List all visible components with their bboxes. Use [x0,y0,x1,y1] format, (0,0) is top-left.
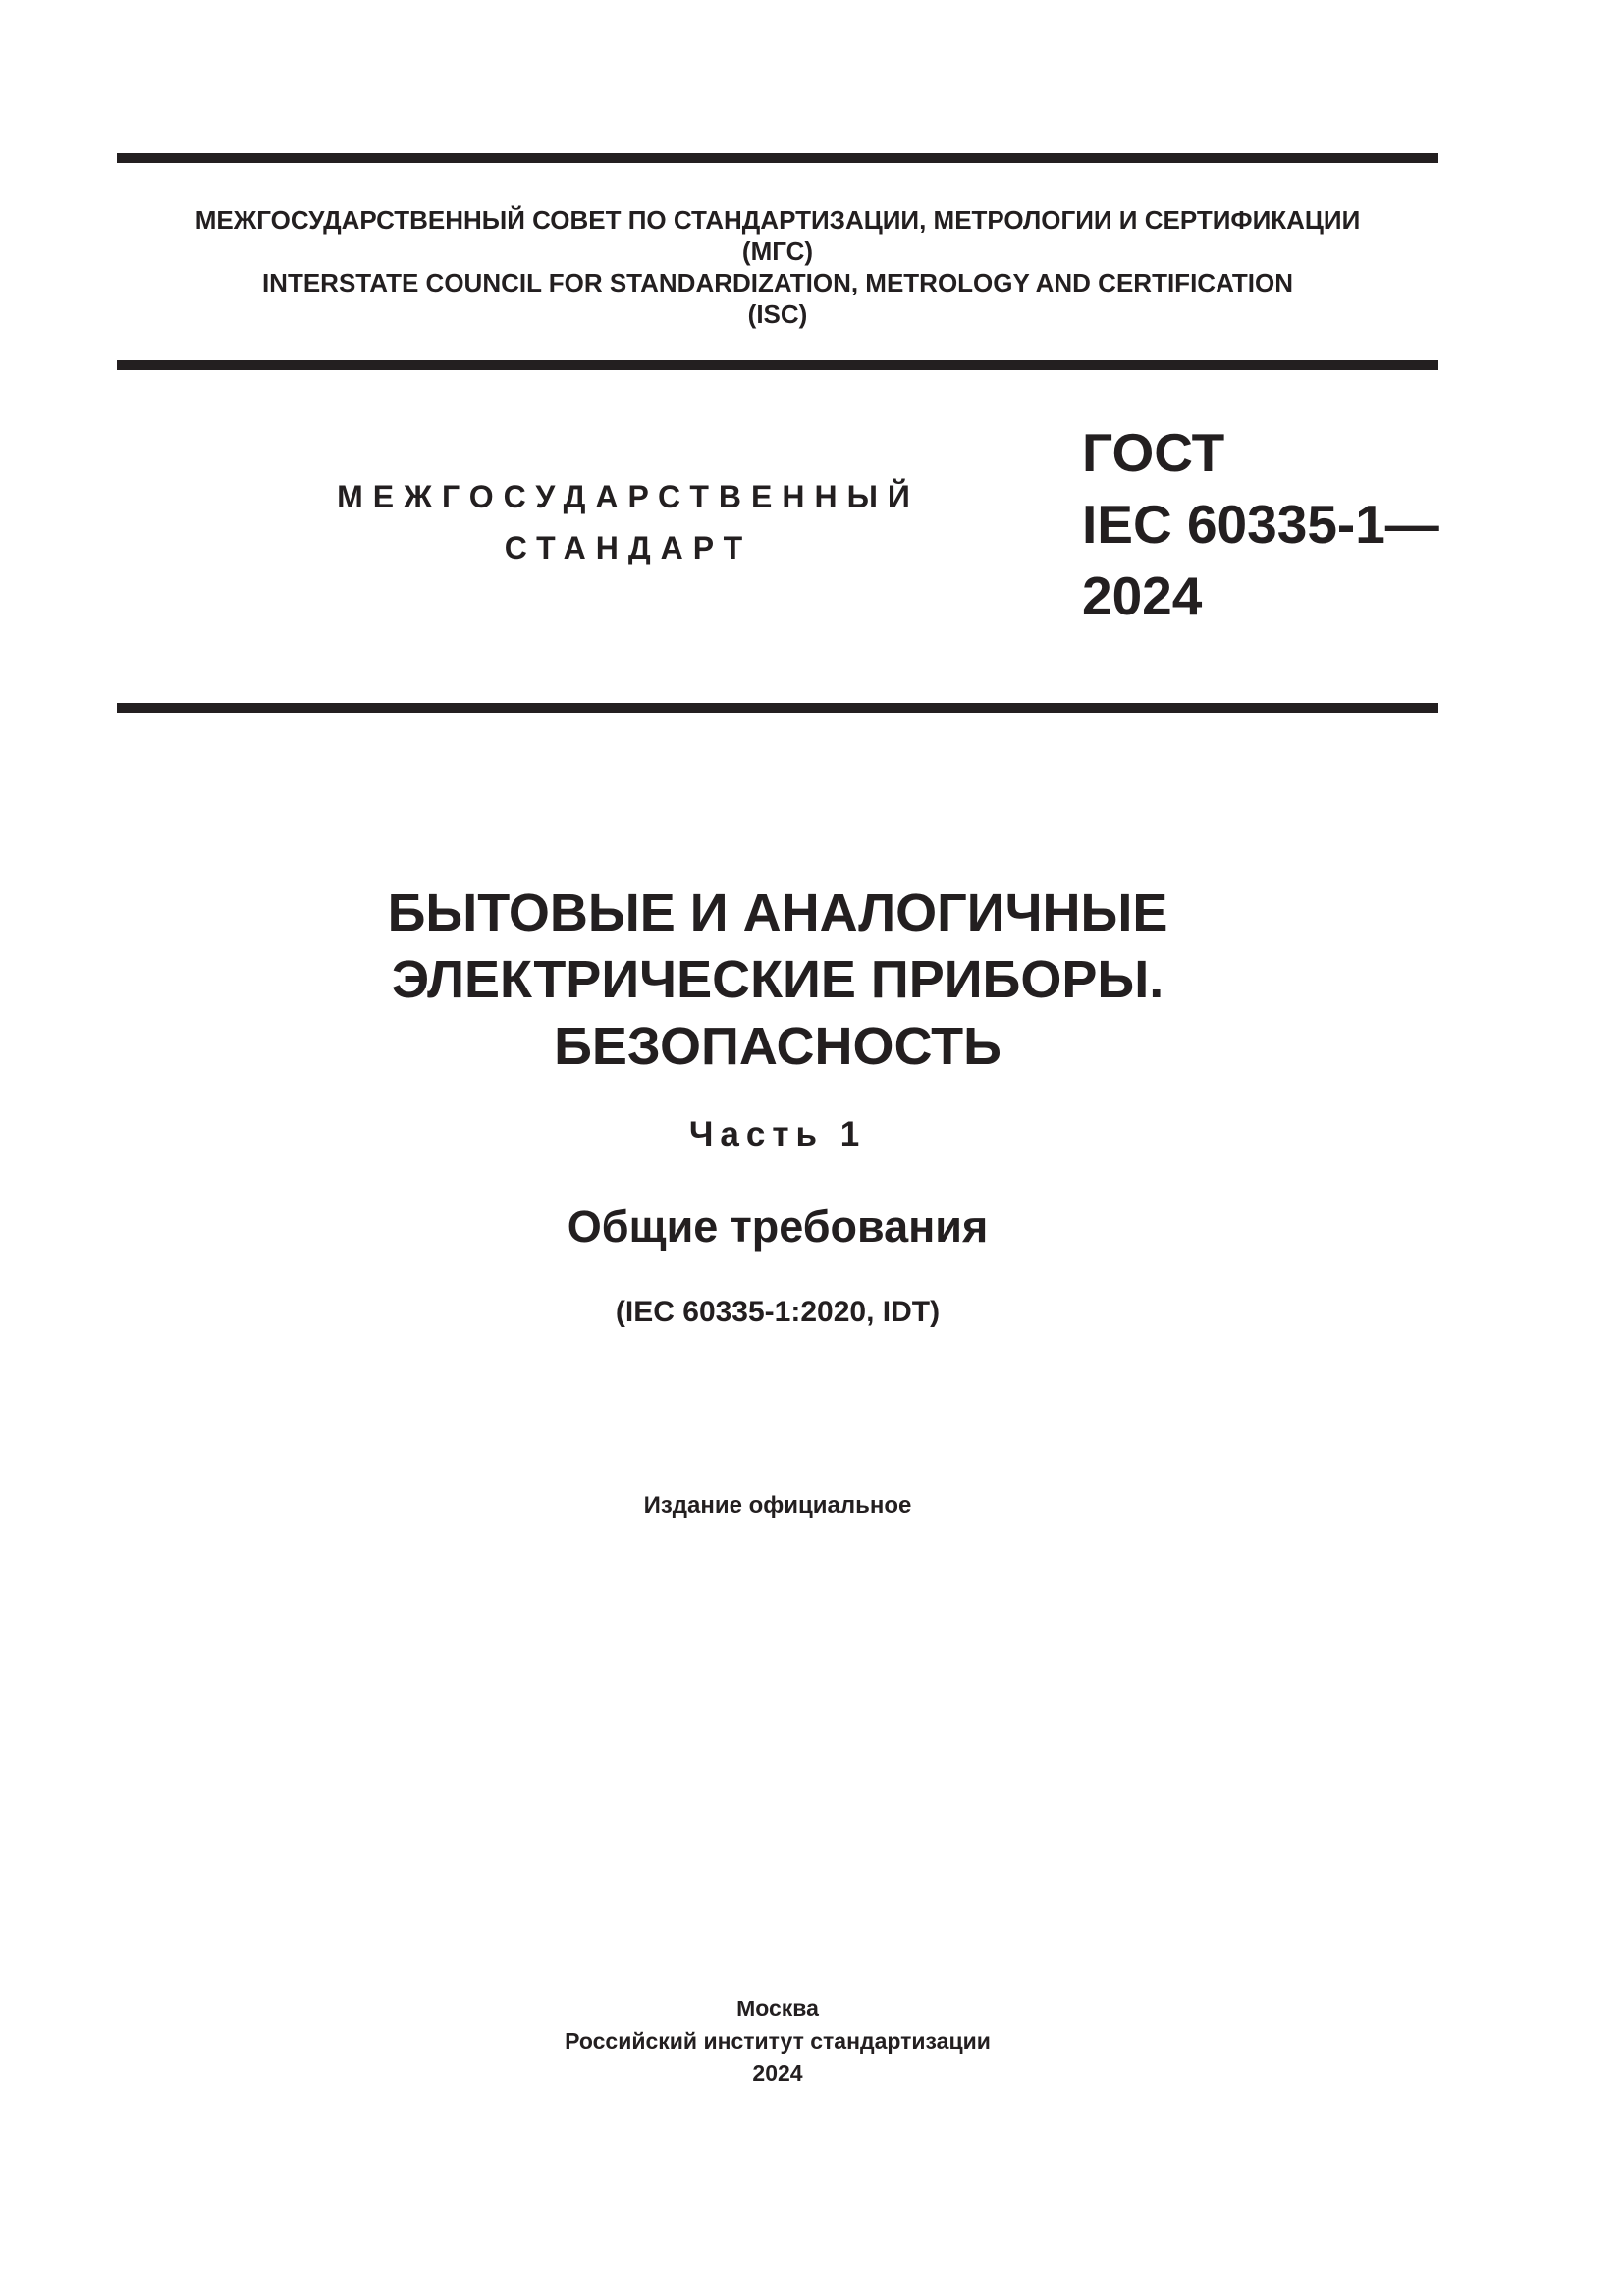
publisher-org: Российский институт стандартизации [565,2028,991,2054]
standard-kind [275,471,982,573]
iec-reference: (IEC 60335-1:2020, IDT) [615,1296,941,1328]
top-rule [117,153,1438,163]
standard-kind-line-1: МЕЖГОСУДАРСТВЕННЫЙ [337,479,920,514]
council-abbr-en: (ISC) [747,299,808,329]
council-abbr-ru: (МГС) [741,237,814,266]
title-line-2: ЭЛЕКТРИЧЕСКИЕ ПРИБОРЫ. [391,950,1164,1009]
designation-line-3: 2024 [1082,565,1203,626]
publisher-block [117,1993,1438,2090]
document-title [117,880,1438,1080]
title-line-3: БЕЗОПАСНОСТЬ [554,1017,1001,1076]
council-rule [117,360,1438,370]
publisher-year: 2024 [752,2060,803,2086]
title-line-1: БЫТОВЫЕ И АНАЛОГИЧНЫЕ [387,883,1168,942]
council-name-ru: МЕЖГОСУДАРСТВЕННЫЙ СОВЕТ ПО СТАНДАРТИЗАЦИИ, МЕТРОЛОГИИ И СЕРТИФИКАЦИИ [194,205,1361,235]
standard-designation [1082,417,1439,632]
council-name-en: INTERSTATE COUNCIL FOR STANDARDIZATION, METROLOGY AND CERTIFICATION [261,268,1294,297]
designation-line-2: IEC 60335-1— [1082,494,1439,555]
designation-line-1: ГОСТ [1082,422,1225,483]
standard-kind-line-2: СТАНДАРТ [504,530,753,565]
part-label: Часть 1 [688,1115,867,1153]
designation-rule [117,703,1438,713]
edition-note: Издание официальное [643,1492,912,1519]
part-subtitle: Общие требования [567,1201,989,1252]
council-header [117,204,1438,330]
publisher-city: Москва [736,1996,819,2021]
